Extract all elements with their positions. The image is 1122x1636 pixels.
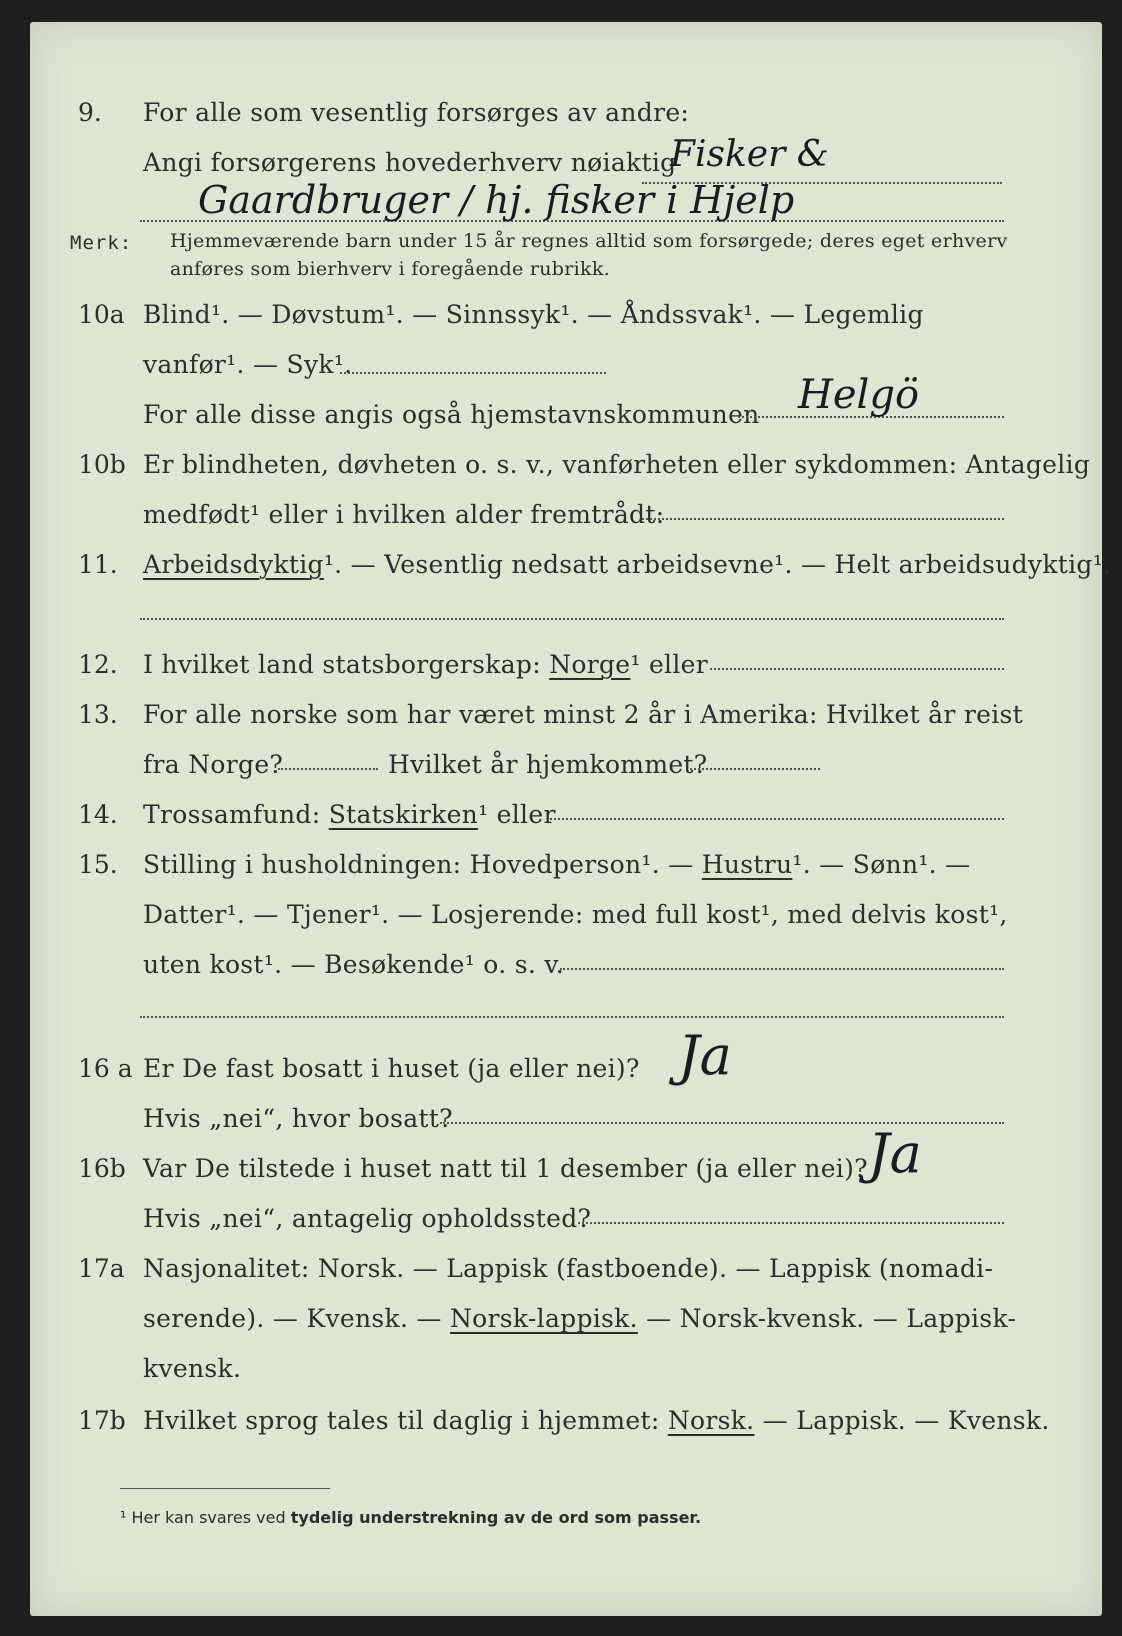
q12-underlined-choice: Norge — [549, 650, 631, 679]
q17a-number: 17a — [78, 1254, 125, 1283]
q16b-line2: Hvis „nei“, antagelig opholdssted? — [143, 1204, 592, 1233]
q11-answer-line — [140, 618, 1004, 620]
q13-number: 13. — [78, 700, 118, 729]
q17b-text — [143, 1406, 1050, 1435]
q17a-line3: kvensk. — [143, 1354, 242, 1383]
q15-line3: uten kost¹. — Besøkende¹ o. s. v. — [143, 950, 565, 979]
q16a-line2: Hvis „nei“, hvor bosatt? — [143, 1104, 453, 1133]
q10a-line3: For alle disse angis også hjemstavnskommunen — [143, 400, 760, 429]
q13-line1: For alle norske som har været minst 2 år i Amerika: Hvilket år reist — [143, 700, 1024, 729]
q10a-handwritten-answer: Helgö — [798, 372, 920, 418]
q9-handwritten-answer1: Fisker & — [670, 134, 829, 175]
q13-line2b: Hvilket år hjemkommet? — [388, 750, 708, 779]
q15-answer-line1 — [560, 968, 1004, 970]
q17a-line1: Nasjonalitet: Norsk. — Lappisk (fastboende). — Lappisk (nomadi- — [143, 1254, 994, 1283]
q10a-syk-line — [340, 372, 606, 374]
q17a-line2a: serende). — Kvensk. — — [143, 1304, 442, 1333]
q9-line2: Angi forsørgerens hovederhverv nøiaktig — [143, 148, 677, 177]
q14-number: 14. — [78, 800, 118, 829]
q11-number: 11. — [78, 550, 118, 579]
q17b-underlined-choice: Norsk. — [667, 1406, 755, 1435]
footnote-normal: Her kan svares ved — [131, 1508, 286, 1527]
footnote-bold: tydelig understrekning av de ord som passer. — [290, 1508, 702, 1527]
q17b-post: — Lappisk. — Kvensk. — [762, 1406, 1050, 1435]
merk-line2: anføres som bierhverv i foregående rubrikk. — [170, 258, 610, 280]
q16a-number: 16 a — [78, 1054, 133, 1083]
q15-answer-line2 — [140, 1016, 1004, 1018]
q17a-underlined-choice: Norsk-lappisk. — [449, 1304, 638, 1333]
q9-number: 9. — [78, 98, 102, 127]
q12-pre: I hvilket land statsborgerskap: — [143, 650, 541, 679]
footnote-divider — [120, 1488, 330, 1489]
q16b-number: 16b — [78, 1154, 126, 1183]
q10b-line1: Er blindheten, døvheten o. s. v., vanførheten eller sykdommen: Antagelig — [143, 450, 1091, 479]
q16a-handwritten-answer: Ja — [678, 1024, 732, 1087]
q14-answer-line — [550, 818, 1004, 820]
footnote — [120, 1508, 701, 1527]
q12-number: 12. — [78, 650, 118, 679]
q14-post: ¹ eller — [478, 800, 556, 829]
q11-rest: ¹. — Vesentlig nedsatt arbeidsevne¹. — Helt arbeidsudyktig¹. — [323, 550, 1112, 579]
q10b-answer-line — [642, 518, 1004, 520]
q15-line1 — [143, 850, 970, 879]
q17a-line2b: — Norsk-kvensk. — Lappisk- — [646, 1304, 1017, 1333]
q16a-line1: Er De fast bosatt i huset (ja eller nei)? — [143, 1054, 640, 1083]
q14-text — [143, 800, 556, 829]
q16b-handwritten-answer: Ja — [868, 1122, 922, 1185]
merk-label: Merk: — [70, 232, 133, 254]
q13-reist-line — [278, 768, 378, 770]
footnote-mark: ¹ — [120, 1508, 127, 1527]
q15-line1b: ¹. — Sønn¹. — — [792, 850, 971, 879]
q10a-number: 10a — [78, 300, 125, 329]
q11-text — [143, 550, 1111, 579]
merk-line1: Hjemmeværende barn under 15 år regnes alltid som forsørgede; deres eget erhverv — [170, 230, 1008, 252]
q12-answer-line — [710, 668, 1004, 670]
q10a-line2: vanfør¹. — Syk¹. — [143, 350, 353, 379]
q12-text — [143, 650, 708, 679]
q15-line2: Datter¹. — Tjener¹. — Losjerende: med full kost¹, med delvis kost¹, — [143, 900, 1008, 929]
q11-underlined-choice: Arbeidsdyktig — [143, 550, 324, 579]
q10b-number: 10b — [78, 450, 126, 479]
q12-post: ¹ eller — [630, 650, 708, 679]
q14-underlined-choice: Statskirken — [328, 800, 479, 829]
q15-underlined-choice: Hustru — [701, 850, 793, 879]
census-form-page — [30, 22, 1112, 1616]
q15-number: 15. — [78, 850, 118, 879]
q17a-line2 — [143, 1304, 1016, 1333]
q16b-answer-line — [578, 1222, 1004, 1224]
q17b-pre: Hvilket sprog tales til daglig i hjemmet: — [143, 1406, 660, 1435]
q14-pre: Trossamfund: — [143, 800, 321, 829]
q13-line2a: fra Norge? — [143, 750, 284, 779]
q10b-line2: medfødt¹ eller i hvilken alder fremtrådt: — [143, 500, 665, 529]
q15-line1a: Stilling i husholdningen: Hovedperson¹. — — [143, 850, 694, 879]
q13-hjemkommet-line — [690, 768, 820, 770]
q9-handwritten-answer2: Gaardbruger / hj. fisker i Hjelp — [198, 178, 795, 222]
q17b-number: 17b — [78, 1406, 126, 1435]
q9-line1: For alle som vesentlig forsørges av andre: — [143, 98, 690, 127]
q16b-line1: Var De tilstede i huset natt til 1 desember (ja eller nei)? — [143, 1154, 868, 1183]
q10a-line1: Blind¹. — Døvstum¹. — Sinnssyk¹. — Åndssvak¹. — Legemlig — [143, 300, 924, 329]
